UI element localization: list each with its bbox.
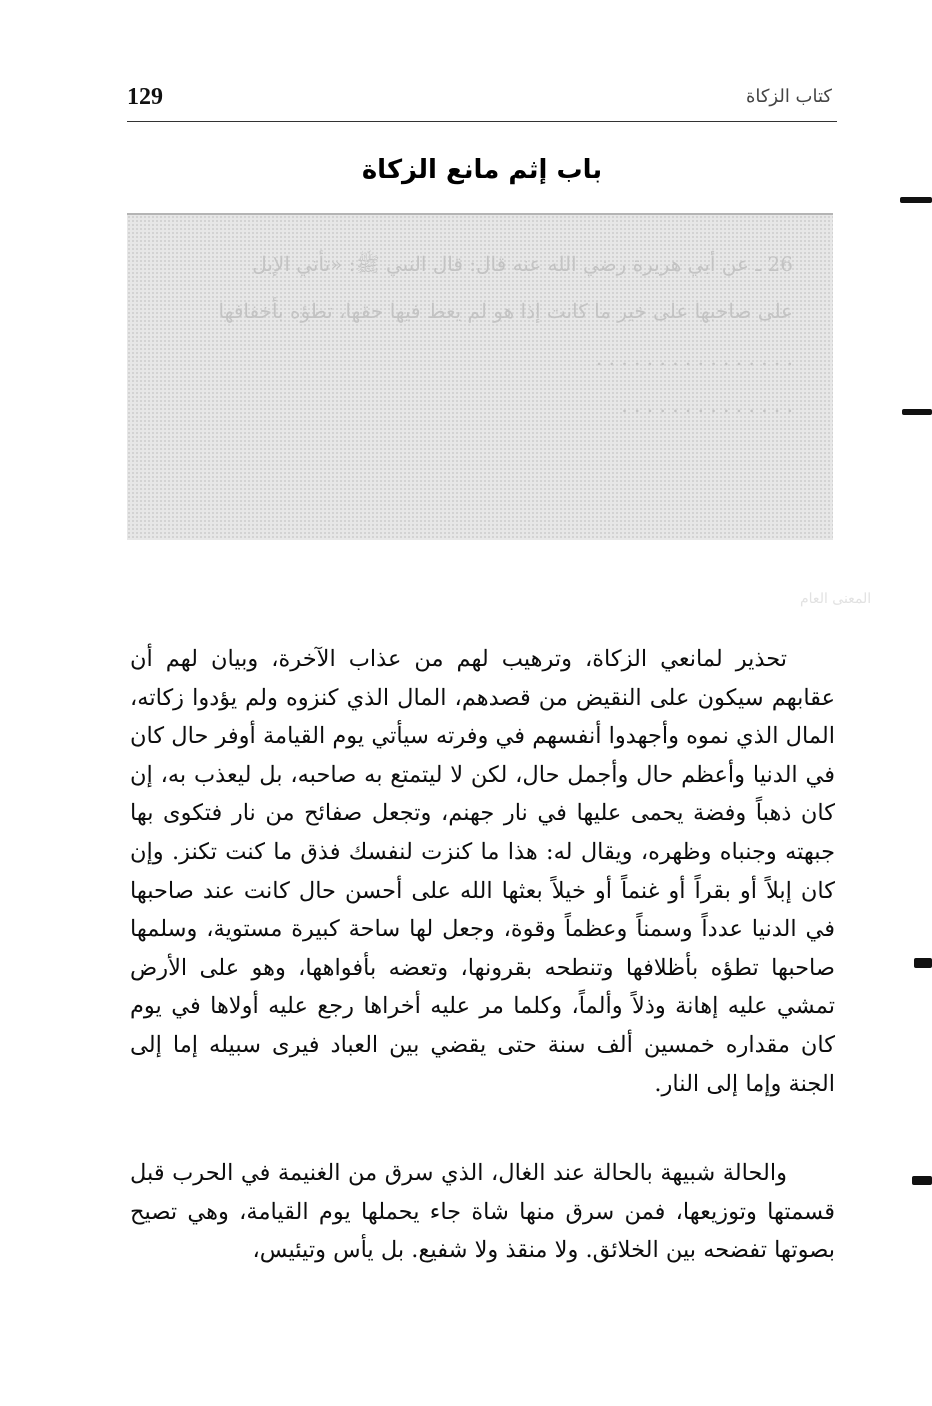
margin-mark [900,197,932,203]
header-rule [127,121,837,122]
faded-note: المعنى العام [800,591,872,607]
chapter-title: باب إثم مانع الزكاة [361,155,603,185]
margin-mark [912,1176,932,1185]
hadith-block [127,213,833,540]
running-head: كتاب الزكاة [745,86,832,107]
page-number: 129 [127,84,163,110]
margin-mark [914,958,932,968]
hadith-faded-text: 26 ـ عن أبي هريرة رضي الله عنه قال: قال النبي ﷺ: «تأتي الإبل على صاحبها على خير ما كانت إذا هو لم يعط فيها حقها، تطؤه بأخفافها . . . . . . . . . . . . . . . . . . . . . . . . . . . . . . [218,252,793,417]
body-paragraph-1: تحذير لمانعي الزكاة، وترهيب لهم من عذاب الآخرة، وبيان لهم أن عقابهم سيكون على النقيض من قصدهم، المال الذي كنزوه ولم يؤدوا زكاته، المال الذي نموه وأجهدوا أنفسهم في وفرته سيأتي يوم القيامة أوفر حال كان في الدنيا وأعظم حال وأجمل حال، لكن لا ليتمتع به صاحبه، بل ليعذب به، إن كان ذهباً وفضة يحمى عليها في نار جهنم، وتجعل صفائح من نار فتكوى بها جبهته وجنباه وظهره، ويقال له: هذا ما كنزت لنفسك فذق ما كنت تكنز. وإن كان إبلاً أو بقراً أو غنماً أو خيلاً بعثها الله على أحسن حال كانت عند صاحبها في الدنيا عدداً وسمناً وعظماً وقوة، وجعل لها ساحة كبيرة مستوية، وسلمها صاحبها تطؤه بأظلافها وتنطحه بقرونها، وتعضه بأفواهها، وهو على الأرض تمشي عليه إهانة وذلاً وألماً، وكلما مر عليه أخراها رجع عليه أولاها في يوم كان مقداره خمسين ألف سنة حتى يقضي بين العباد فيرى سبيله إما إلى الجنة وإما إلى النار. [130,646,835,1097]
margin-mark [902,409,932,415]
body-paragraph-2: والحالة شبيهة بالحالة عند الغال، الذي سرق من الغنيمة في الحرب قبل قسمتها وتوزيعها، فمن سرق منها شاة جاء يحملها يوم القيامة، وهي تصيح بصوتها تفضحه بين الخلائق. ولا منقذ ولا شفيع. بل يأس وتيئيس، [130,1160,835,1264]
